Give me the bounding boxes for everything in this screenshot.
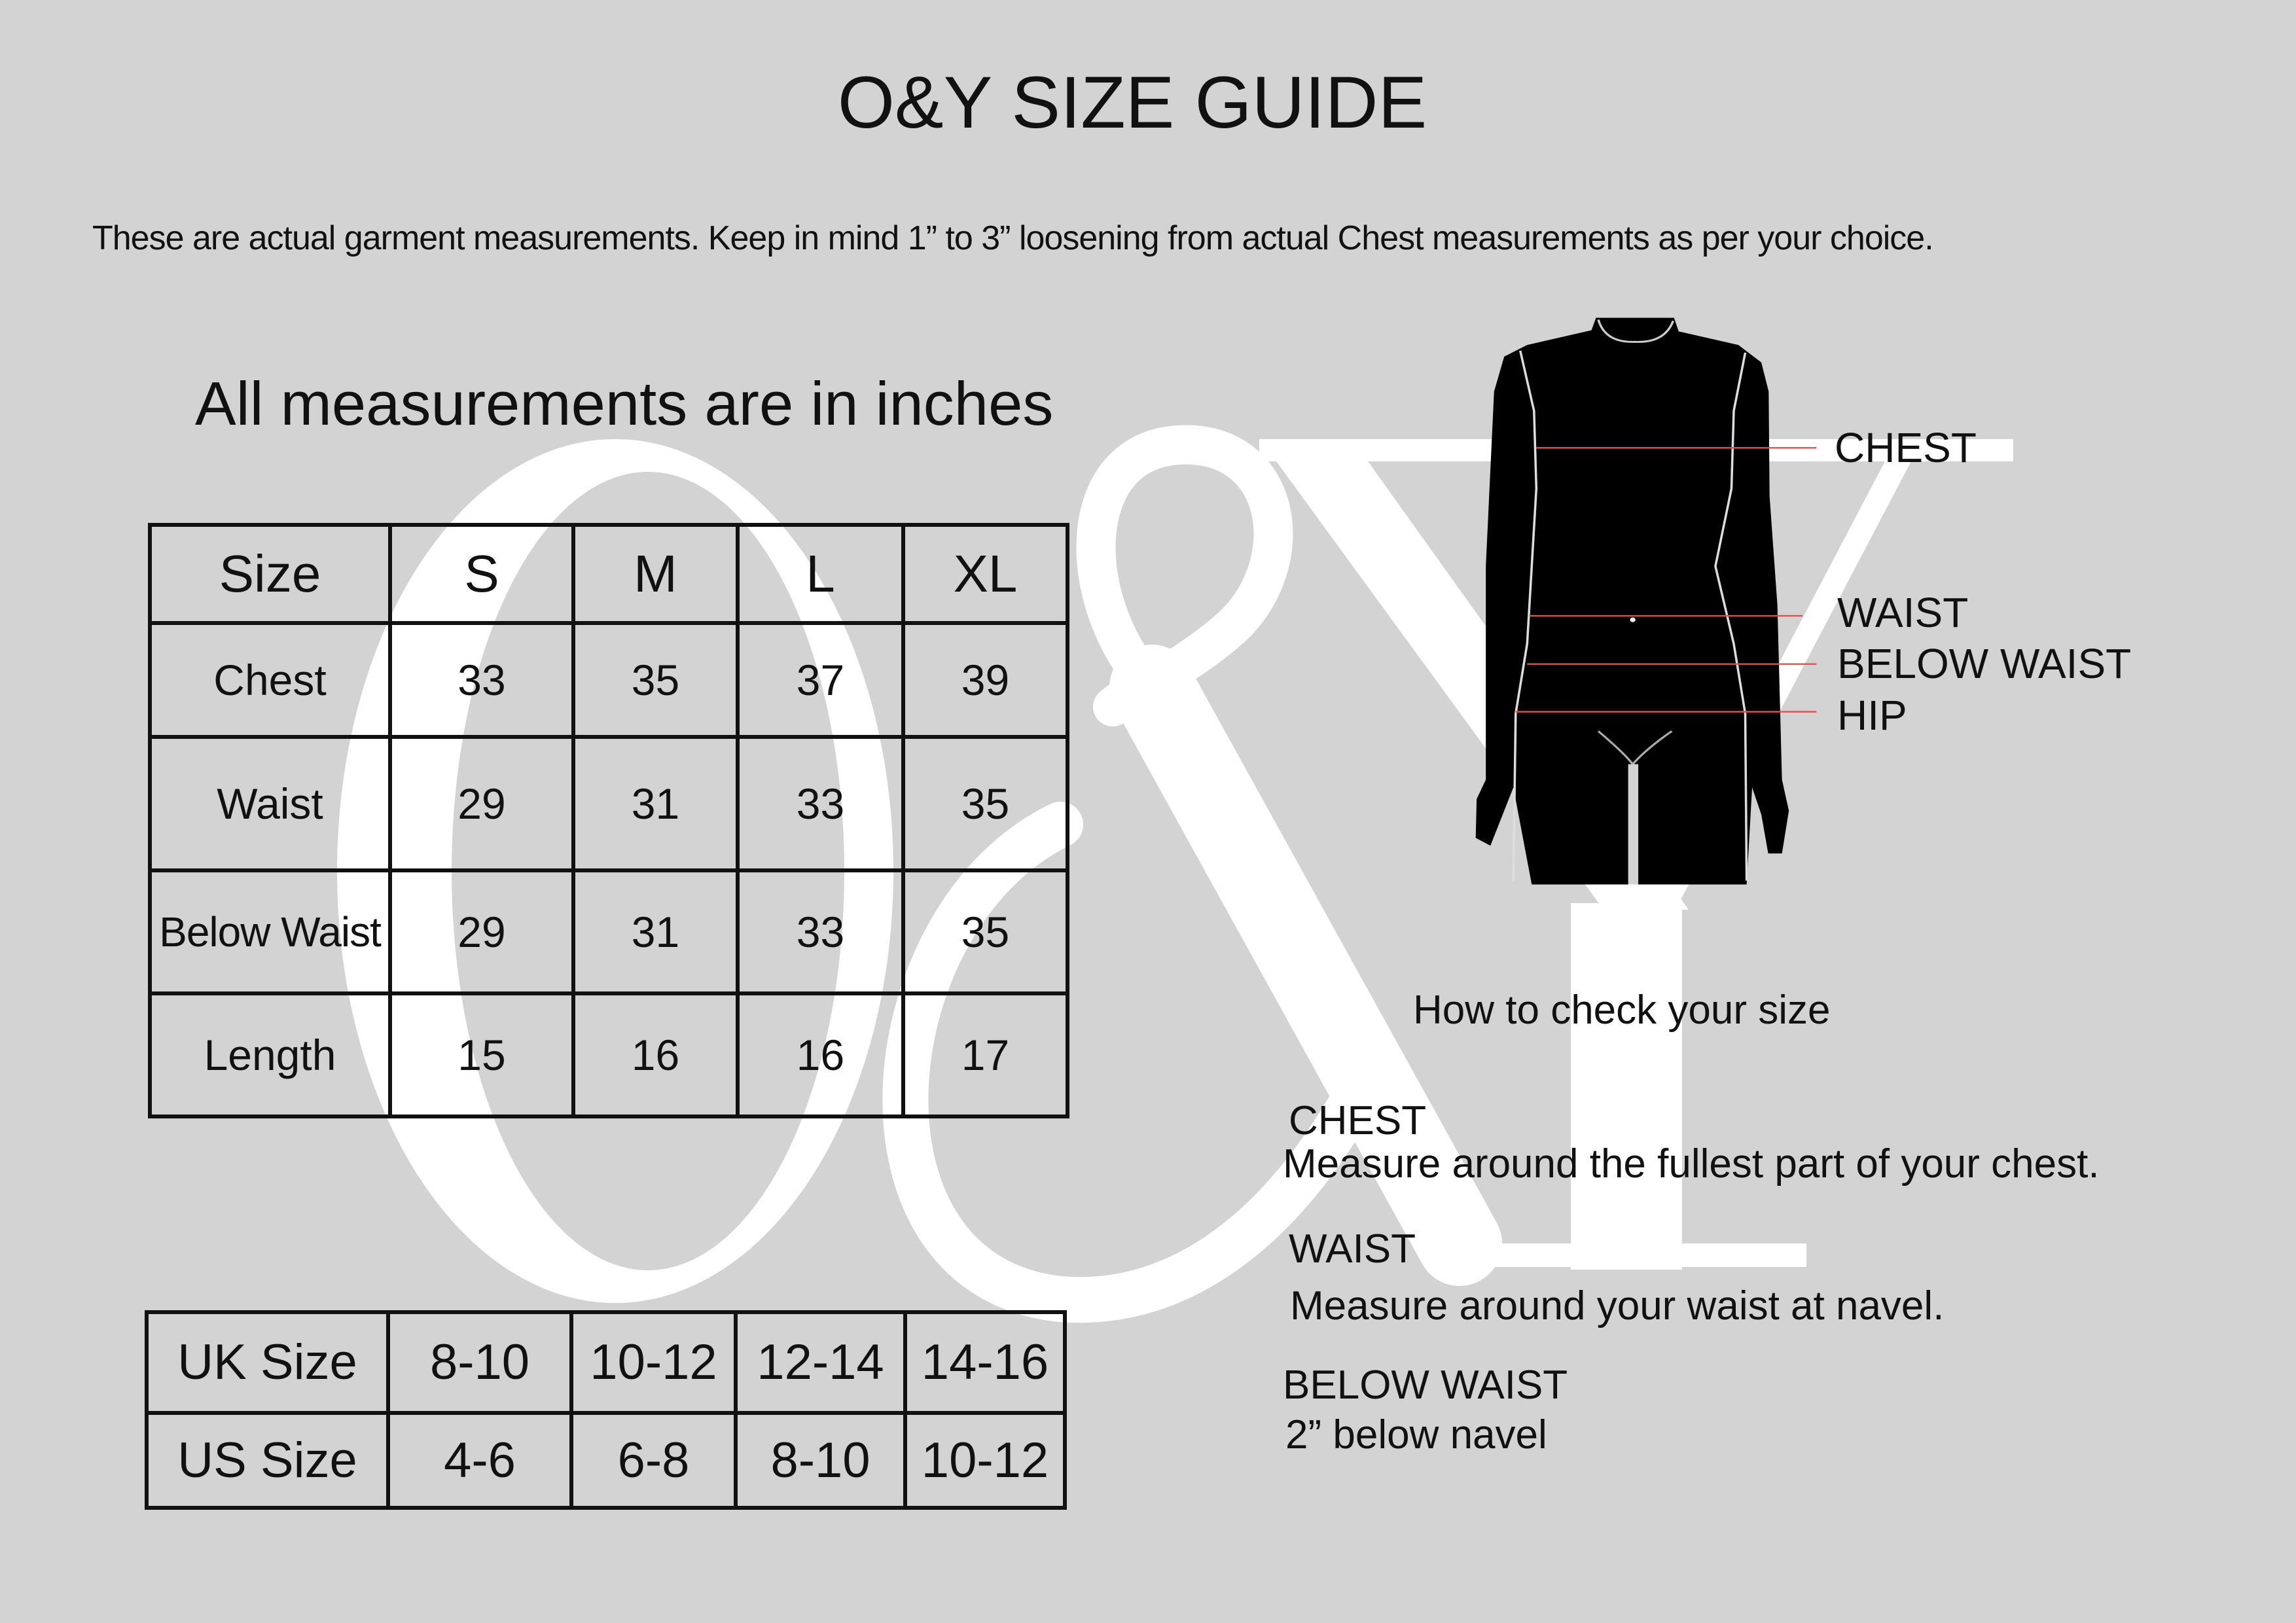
table-cell: 8-10 bbox=[736, 1413, 905, 1508]
figure-label-waist: WAIST bbox=[1837, 589, 1969, 636]
body-silhouette-figure bbox=[1440, 294, 2160, 903]
subtitle: These are actual garment measurements. Keep in mind 1” to 3” loosening from actual Chest measurements as per your choice. bbox=[92, 219, 1933, 257]
how-to-chest-text: Measure around the fullest part of your chest. bbox=[1283, 1141, 2100, 1186]
figure-label-hip: HIP bbox=[1837, 692, 1907, 739]
table-cell: 35 bbox=[903, 737, 1067, 870]
row-label: Waist bbox=[150, 737, 390, 870]
table-header-row bbox=[150, 525, 1067, 623]
header-cell: S bbox=[390, 525, 573, 623]
table-row bbox=[150, 993, 1067, 1116]
row-label: Length bbox=[150, 993, 390, 1116]
table-cell: 15 bbox=[390, 993, 573, 1116]
header-cell: Size bbox=[150, 525, 390, 623]
table-cell: 33 bbox=[390, 623, 573, 737]
table-cell: 37 bbox=[738, 623, 903, 737]
table-cell: 10-12 bbox=[905, 1413, 1065, 1508]
units-note: All measurements are in inches bbox=[195, 369, 1054, 438]
how-to-waist-text: Measure around your waist at navel. bbox=[1290, 1283, 1945, 1329]
figure-label-chest: CHEST bbox=[1835, 424, 1977, 471]
table-cell: 33 bbox=[738, 870, 903, 993]
row-label: US Size bbox=[147, 1413, 388, 1508]
table-row bbox=[150, 870, 1067, 993]
table-row bbox=[150, 623, 1067, 737]
size-table bbox=[148, 523, 1069, 1118]
row-label: UK Size bbox=[147, 1312, 388, 1413]
table-cell: 8-10 bbox=[388, 1312, 571, 1413]
how-to-below-waist-text: 2” below navel bbox=[1285, 1412, 1547, 1457]
page-title: O&Y SIZE GUIDE bbox=[837, 62, 1427, 143]
navel-dot bbox=[1630, 617, 1635, 622]
table-cell: 12-14 bbox=[736, 1312, 905, 1413]
row-label: Below Waist bbox=[150, 870, 390, 993]
row-label: Chest bbox=[150, 623, 390, 737]
table-cell: 17 bbox=[903, 993, 1067, 1116]
how-to-below-waist-title: BELOW WAIST bbox=[1283, 1363, 1568, 1408]
header-cell: M bbox=[573, 525, 738, 623]
table-cell: 6-8 bbox=[571, 1413, 736, 1508]
how-to-chest-title: CHEST bbox=[1289, 1098, 1427, 1143]
header-cell: XL bbox=[903, 525, 1067, 623]
table-cell: 35 bbox=[903, 870, 1067, 993]
table-row bbox=[147, 1312, 1065, 1413]
table-cell: 10-12 bbox=[571, 1312, 736, 1413]
table-cell: 16 bbox=[738, 993, 903, 1116]
table-row bbox=[150, 737, 1067, 870]
table-cell: 14-16 bbox=[905, 1312, 1065, 1413]
header-cell: L bbox=[738, 525, 903, 623]
table-row bbox=[147, 1413, 1065, 1508]
how-to-heading: How to check your size bbox=[1413, 988, 1831, 1033]
table-cell: 29 bbox=[390, 870, 573, 993]
table-cell: 39 bbox=[903, 623, 1067, 737]
figure-label-below-waist: BELOW WAIST bbox=[1837, 640, 2132, 687]
table-cell: 4-6 bbox=[388, 1413, 571, 1508]
inner-leg-gap bbox=[1628, 764, 1638, 885]
how-to-waist-title: WAIST bbox=[1289, 1226, 1416, 1272]
table-cell: 31 bbox=[573, 737, 738, 870]
table-cell: 29 bbox=[390, 737, 573, 870]
table-cell: 31 bbox=[573, 870, 738, 993]
size-conversion-table bbox=[145, 1310, 1067, 1510]
table-cell: 33 bbox=[738, 737, 903, 870]
table-cell: 35 bbox=[573, 623, 738, 737]
table-cell: 16 bbox=[573, 993, 738, 1116]
